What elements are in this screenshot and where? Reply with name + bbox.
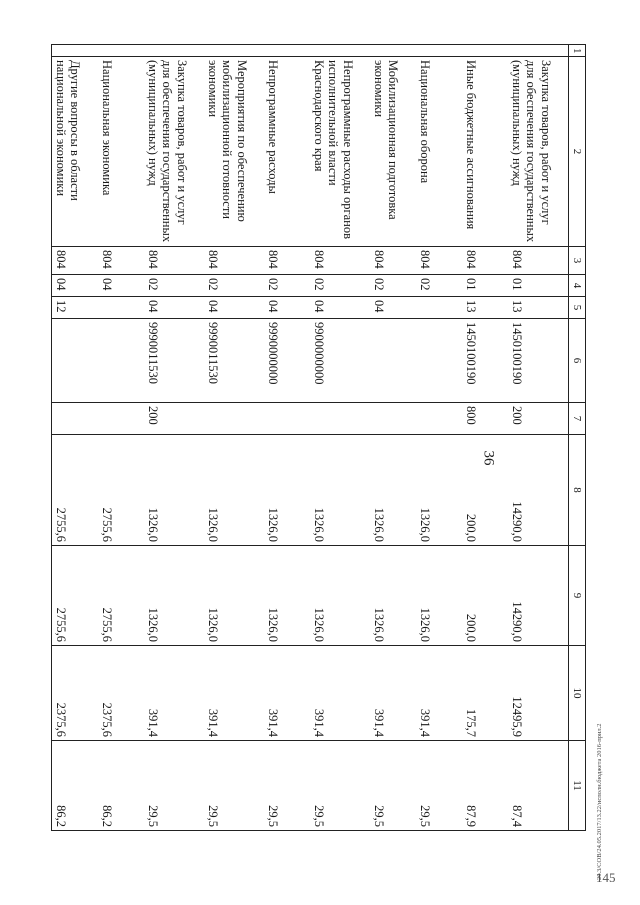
cell-c7 (416, 403, 462, 435)
cell-c9: 1326,0 (370, 546, 416, 646)
header-cell: 7 (569, 403, 586, 435)
header-cell: 2 (569, 57, 586, 247)
cell-c8: 14290,0 (508, 435, 569, 546)
cell-c11: 29,5 (204, 741, 264, 831)
cell-desc: Непрограммные расходы (264, 57, 310, 247)
cell-c10: 391,4 (416, 646, 462, 741)
table-row (462, 45, 508, 831)
table-row (98, 45, 144, 831)
cell-c7 (52, 403, 99, 435)
cell-c4: 02 (204, 275, 264, 297)
cell-c6: 1450100190 (508, 319, 569, 403)
cell-c7: 800 (462, 403, 508, 435)
cell-c3: 804 (144, 247, 204, 275)
cell-desc: Непрограммные расходы органов исполнительной власти Краснодарского края (310, 57, 370, 247)
cell-desc: Мобилизационная подготовка экономики (370, 57, 416, 247)
cell-c3: 804 (52, 247, 99, 275)
cell-c5 (98, 297, 144, 319)
cell-c8: 2755,6 (98, 435, 144, 546)
table-row (52, 45, 99, 831)
cell-c9: 1326,0 (310, 546, 370, 646)
cell-c7: 200 (144, 403, 204, 435)
cell-c9: 1326,0 (144, 546, 204, 646)
cell-c8: 1326,0 (310, 435, 370, 546)
cell-desc: Национальная экономика (98, 57, 144, 247)
header-cell: 1 (569, 45, 586, 57)
cell-c6: 9990000000 (264, 319, 310, 403)
cell-c6: 1450100190 (462, 319, 508, 403)
cell-c4: 02 (310, 275, 370, 297)
cell-c5 (416, 297, 462, 319)
cell-c5: 04 (204, 297, 264, 319)
cell-c5: 04 (144, 297, 204, 319)
side-note-text: 20.3/СОВ/24.05.2017/13.22/исполн.бюджета 2016-прил.2 (596, 723, 603, 880)
cell-c8: 1326,0 (144, 435, 204, 546)
cell-c4: 02 (416, 275, 462, 297)
cell-c10: 391,4 (310, 646, 370, 741)
page-header-number-text: 36 (480, 450, 497, 466)
cell-c11: 29,5 (310, 741, 370, 831)
cell-desc: Национальная оборона (416, 57, 462, 247)
cell-col1 (144, 45, 204, 57)
cell-c10: 175,7 (462, 646, 508, 741)
cell-c9: 200,0 (462, 546, 508, 646)
cell-c9: 1326,0 (416, 546, 462, 646)
table-row (144, 45, 204, 831)
cell-c6 (98, 319, 144, 403)
cell-c11: 87,9 (462, 741, 508, 831)
header-cell: 4 (569, 275, 586, 297)
cell-c7: 200 (508, 403, 569, 435)
cell-c5: 04 (264, 297, 310, 319)
header-cell: 10 (569, 646, 586, 741)
cell-c9: 14290,0 (508, 546, 569, 646)
cell-desc: Иные бюджетные ассигнования (462, 57, 508, 247)
table-header-row (569, 45, 586, 831)
header-cell: 3 (569, 247, 586, 275)
budget-table (51, 44, 586, 831)
cell-c3: 804 (416, 247, 462, 275)
cell-c3: 804 (264, 247, 310, 275)
cell-col1 (98, 45, 144, 57)
cell-c6 (52, 319, 99, 403)
table-row (310, 45, 370, 831)
cell-c4: 02 (370, 275, 416, 297)
cell-c4: 02 (144, 275, 204, 297)
cell-c3: 804 (462, 247, 508, 275)
cell-c11: 29,5 (144, 741, 204, 831)
cell-c10: 2375,6 (52, 646, 99, 741)
cell-c8: 2755,6 (52, 435, 99, 546)
cell-desc: Мероприятия по обеспечению мобилизационной готовности экономики (204, 57, 264, 247)
cell-desc: Другие вопросы в области национальной экономики (52, 57, 99, 247)
header-cell: 8 (569, 435, 586, 546)
table-row (508, 45, 569, 831)
cell-c4: 01 (462, 275, 508, 297)
cell-c7 (204, 403, 264, 435)
cell-c7 (98, 403, 144, 435)
cell-c8: 200,0 (462, 435, 508, 546)
cell-desc: Закупка товаров, работ и услуг для обеспечения государственных (муниципальных) нужд (144, 57, 204, 247)
table-row (264, 45, 310, 831)
cell-col1 (508, 45, 569, 57)
cell-c3: 804 (310, 247, 370, 275)
page-number: 145 (596, 870, 616, 885)
cell-c7 (370, 403, 416, 435)
cell-c10: 391,4 (370, 646, 416, 741)
header-cell: 6 (569, 319, 586, 403)
header-cell: 9 (569, 546, 586, 646)
cell-c5: 04 (310, 297, 370, 319)
cell-c3: 804 (204, 247, 264, 275)
side-note (596, 560, 608, 880)
table-row (416, 45, 462, 831)
cell-c9: 1326,0 (204, 546, 264, 646)
table-row (204, 45, 264, 831)
cell-c10: 2375,6 (98, 646, 144, 741)
budget-table-wrapper (53, 44, 586, 830)
cell-c11: 86,2 (98, 741, 144, 831)
cell-c5: 13 (462, 297, 508, 319)
table-row (370, 45, 416, 831)
cell-c10: 391,4 (144, 646, 204, 741)
cell-c4: 04 (52, 275, 99, 297)
cell-c5: 04 (370, 297, 416, 319)
cell-c8: 1326,0 (370, 435, 416, 546)
cell-c9: 2755,6 (98, 546, 144, 646)
cell-c6: 9900000000 (310, 319, 370, 403)
cell-c5: 12 (52, 297, 99, 319)
cell-c11: 29,5 (416, 741, 462, 831)
cell-col1 (462, 45, 508, 57)
cell-c10: 12495,9 (508, 646, 569, 741)
cell-c4: 04 (98, 275, 144, 297)
cell-c10: 391,4 (204, 646, 264, 741)
cell-c7 (264, 403, 310, 435)
cell-c8: 1326,0 (416, 435, 462, 546)
cell-col1 (370, 45, 416, 57)
cell-c11: 29,5 (370, 741, 416, 831)
header-cell: 11 (569, 741, 586, 831)
cell-col1 (52, 45, 99, 57)
cell-c3: 804 (370, 247, 416, 275)
cell-c9: 1326,0 (264, 546, 310, 646)
cell-c4: 01 (508, 275, 569, 297)
cell-col1 (310, 45, 370, 57)
cell-c3: 804 (508, 247, 569, 275)
cell-col1 (416, 45, 462, 57)
cell-desc: Закупка товаров, работ и услуг для обеспечения государственных (муниципальных) нужд (508, 57, 569, 247)
cell-col1 (264, 45, 310, 57)
cell-c10: 391,4 (264, 646, 310, 741)
header-cell: 5 (569, 297, 586, 319)
cell-c6: 9990011530 (144, 319, 204, 403)
cell-c11: 86,2 (52, 741, 99, 831)
cell-c4: 02 (264, 275, 310, 297)
cell-col1 (204, 45, 264, 57)
cell-c9: 2755,6 (52, 546, 99, 646)
cell-c7 (310, 403, 370, 435)
cell-c8: 1326,0 (204, 435, 264, 546)
cell-c8: 1326,0 (264, 435, 310, 546)
cell-c5: 13 (508, 297, 569, 319)
cell-c6: 9990011530 (204, 319, 264, 403)
cell-c3: 804 (98, 247, 144, 275)
cell-c6 (370, 319, 416, 403)
cell-c11: 87,4 (508, 741, 569, 831)
cell-c6 (416, 319, 462, 403)
cell-c11: 29,5 (264, 741, 310, 831)
